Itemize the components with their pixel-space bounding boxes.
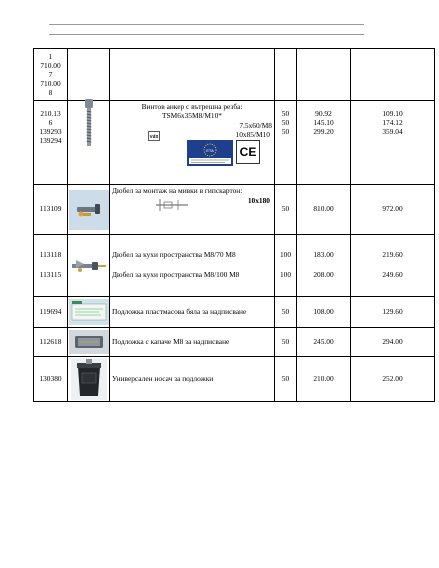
price-cell xyxy=(297,49,351,101)
qty-line: 50 xyxy=(281,127,290,136)
code-cell xyxy=(34,49,68,101)
code-line: 210.13 xyxy=(40,109,61,118)
product-title: Винтов анкер с вътрешна резба: xyxy=(141,102,243,111)
product-title: Дюбел за монтаж на мивки в гипскартон: xyxy=(112,186,243,195)
table-row xyxy=(34,235,435,297)
table-row xyxy=(34,101,435,185)
code-line: 710.00 xyxy=(40,79,61,88)
vds-badge-icon xyxy=(148,131,160,141)
price-with-vat-cell: 129.60 xyxy=(351,297,435,328)
code-line: 139293 xyxy=(39,127,62,136)
size-line: 10x85/M10 xyxy=(235,129,270,139)
description-cell xyxy=(110,235,275,297)
image-cell xyxy=(68,328,110,357)
qty-cell: 50 xyxy=(275,357,297,402)
price-cell: 810.00 xyxy=(297,185,351,235)
price-line: 90.92 xyxy=(315,109,332,118)
code-line: 710.00 xyxy=(40,61,61,70)
price-with-vat-cell: 294.00 xyxy=(351,328,435,357)
price-with-vat-cell: 252.00 xyxy=(351,357,435,402)
product-catalog-table xyxy=(33,48,435,402)
qty-cell xyxy=(275,235,297,297)
table-row xyxy=(34,185,435,235)
description-cell xyxy=(110,185,275,235)
ce-mark-icon xyxy=(236,140,260,164)
qty-cell xyxy=(275,49,297,101)
table-row xyxy=(34,357,435,402)
image-cell xyxy=(68,357,110,402)
description-cell: Подложка пластмасова бяла за надписване xyxy=(110,297,275,328)
image-cell xyxy=(68,235,110,297)
code-line: 6 xyxy=(48,118,53,127)
price-line: 359.04 xyxy=(382,127,403,136)
universal-holder-icon xyxy=(71,358,107,400)
image-cell xyxy=(68,49,110,101)
table-row xyxy=(34,49,435,101)
image-cell xyxy=(68,101,110,185)
description-cell: Подложка с капаче M8 за надписване xyxy=(110,328,275,357)
svg-text:CE: CE xyxy=(239,144,257,159)
code-line: 113115 xyxy=(39,270,62,279)
header-rule-bottom xyxy=(49,34,364,35)
cap-plate-icon xyxy=(69,330,109,354)
price-cell xyxy=(297,235,351,297)
qty-cell: 50 xyxy=(275,297,297,328)
qty-line: 100 xyxy=(279,250,292,260)
product-desc: Дюбел за кухи пространства M8/100 M8 xyxy=(112,270,240,279)
product-desc: Дюбел за кухи пространства M8/70 M8 xyxy=(112,250,236,260)
svg-text:VdS: VdS xyxy=(149,133,159,139)
code-cell: 119694 xyxy=(34,297,68,328)
label-plate-icon xyxy=(69,299,109,325)
price-with-vat-cell xyxy=(351,235,435,297)
svg-text:ETA: ETA xyxy=(206,147,214,153)
code-line: 139294 xyxy=(39,136,62,145)
qty-line: 50 xyxy=(281,118,290,127)
description-cell xyxy=(110,101,275,185)
price-line: 109.10 xyxy=(382,109,403,118)
price-line: 183.00 xyxy=(313,250,334,260)
price-cell xyxy=(297,101,351,185)
anchor-bolt-icon xyxy=(82,99,96,147)
sink-dowel-icon xyxy=(69,190,109,230)
dowel-diagram-icon xyxy=(152,197,192,213)
price-with-vat-cell xyxy=(351,101,435,185)
code-cell xyxy=(34,235,68,297)
price-line: 219.60 xyxy=(382,250,403,260)
qty-line: 100 xyxy=(279,270,292,279)
price-cell: 108.00 xyxy=(297,297,351,328)
price-line: 208.00 xyxy=(313,270,334,279)
table-row xyxy=(34,297,435,328)
product-subtitle: TSM6x35M8/M10* xyxy=(162,110,222,120)
image-cell xyxy=(68,297,110,328)
code-line: 8 xyxy=(48,88,53,97)
qty-cell: 50 xyxy=(275,185,297,235)
price-with-vat-cell xyxy=(351,49,435,101)
code-cell xyxy=(34,101,68,185)
code-line: 7 xyxy=(48,70,53,79)
description-cell xyxy=(110,49,275,101)
price-with-vat-cell: 972.00 xyxy=(351,185,435,235)
price-cell: 245.00 xyxy=(297,328,351,357)
price-line: 145.10 xyxy=(313,118,334,127)
header-rule-top xyxy=(49,24,364,25)
table-row xyxy=(34,328,435,357)
code-cell: 113109 xyxy=(34,185,68,235)
price-line: 174.12 xyxy=(382,118,403,127)
qty-cell xyxy=(275,101,297,185)
cavity-dowel-icon xyxy=(70,254,108,278)
code-cell: 112618 xyxy=(34,328,68,357)
size-line: 10x180 xyxy=(247,195,270,205)
code-cell: 130380 xyxy=(34,357,68,402)
price-cell: 210.00 xyxy=(297,357,351,402)
eta-approval-badge-icon xyxy=(187,140,233,166)
image-cell xyxy=(68,185,110,235)
description-cell: Универсален носач за подложки xyxy=(110,357,275,402)
size-line: 7.5x60/M8 xyxy=(239,120,272,130)
price-line: 249.60 xyxy=(382,270,403,279)
code-line: 1 xyxy=(48,52,53,61)
qty-line: 50 xyxy=(281,109,290,118)
code-line: 113118 xyxy=(39,250,62,260)
qty-cell: 50 xyxy=(275,328,297,357)
price-line: 299.20 xyxy=(313,127,334,136)
